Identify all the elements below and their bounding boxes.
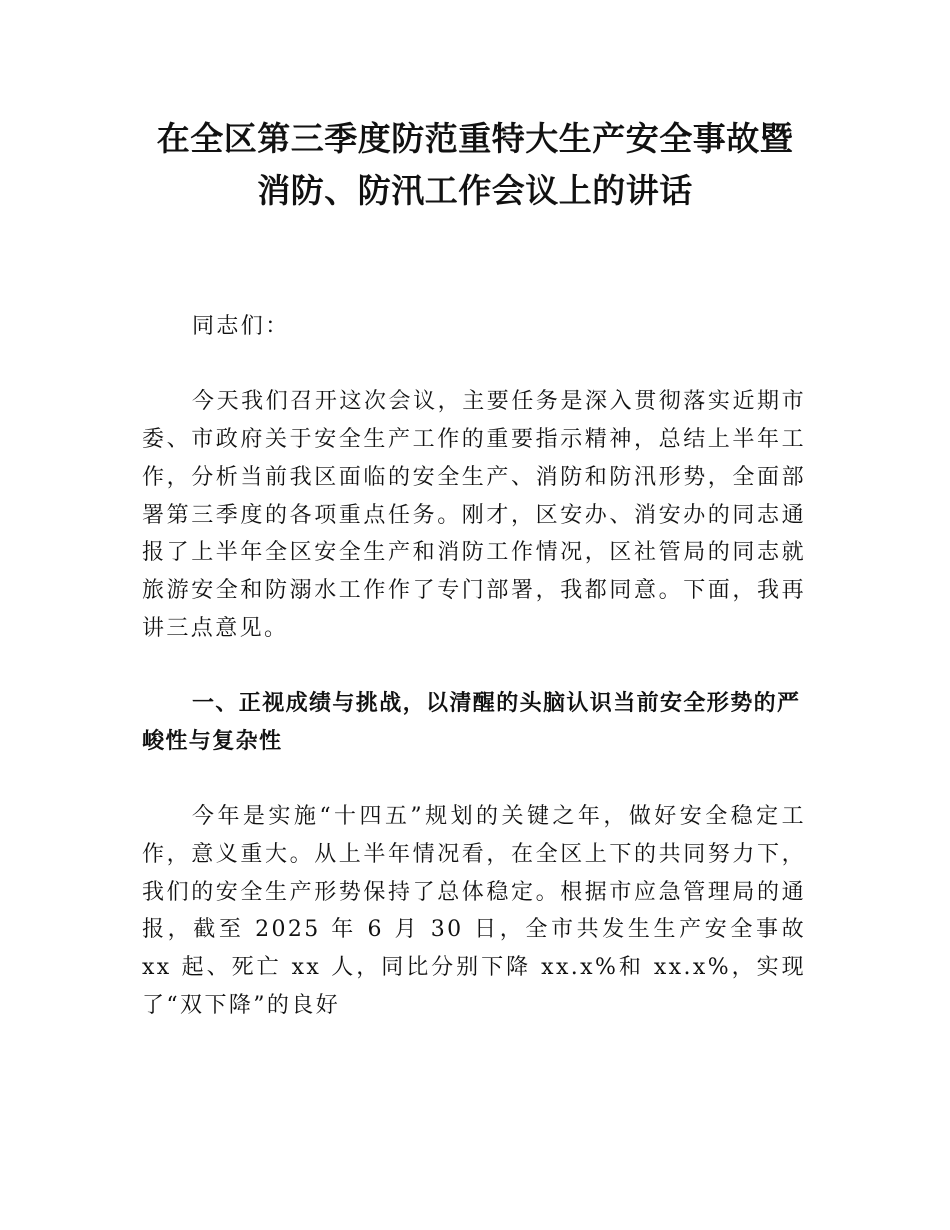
document-title bbox=[0, 113, 950, 217]
paragraph-section-1: 今年是实施“十四五”规划的关键之年，做好安全稳定工作，意义重大。从上半年情况看，在全区上下的共同努力下，我们的安全生产形势保持了总体稳定。根据市应急管理局的通报，截至 2025 年 6 月 30 日，全市共发生生产安全事故 xx 起、死亡 xx 人，同比分别下降 xx.x%和 xx.x%，实现了“双下降”的良好 bbox=[142, 804, 806, 1018]
salutation: 同志们： bbox=[192, 314, 290, 339]
section-heading-1: 一、正视成绩与挑战，以清醒的头脑认识当前安全形势的严峻性与复杂性 bbox=[142, 691, 801, 754]
title-line-1: 在全区第三季度防范重特大生产安全事故暨 bbox=[156, 119, 794, 158]
title-line-2: 消防、防汛工作会议上的讲话 bbox=[257, 171, 693, 210]
document-body bbox=[142, 308, 806, 1062]
paragraph-opening: 今天我们召开这次会议，主要任务是深入贯彻落实近期市委、市政府关于安全生产工作的重要指示精神，总结上半年工作，分析当前我区面临的安全生产、消防和防汛形势，全面部署第三季度的各项重点任务。刚才，区安办、消安办的同志通报了上半年全区安全生产和消防工作情况，区社管局的同志就旅游安全和防溺水工作作了专门部署，我都同意。下面，我再讲三点意见。 bbox=[142, 389, 806, 641]
